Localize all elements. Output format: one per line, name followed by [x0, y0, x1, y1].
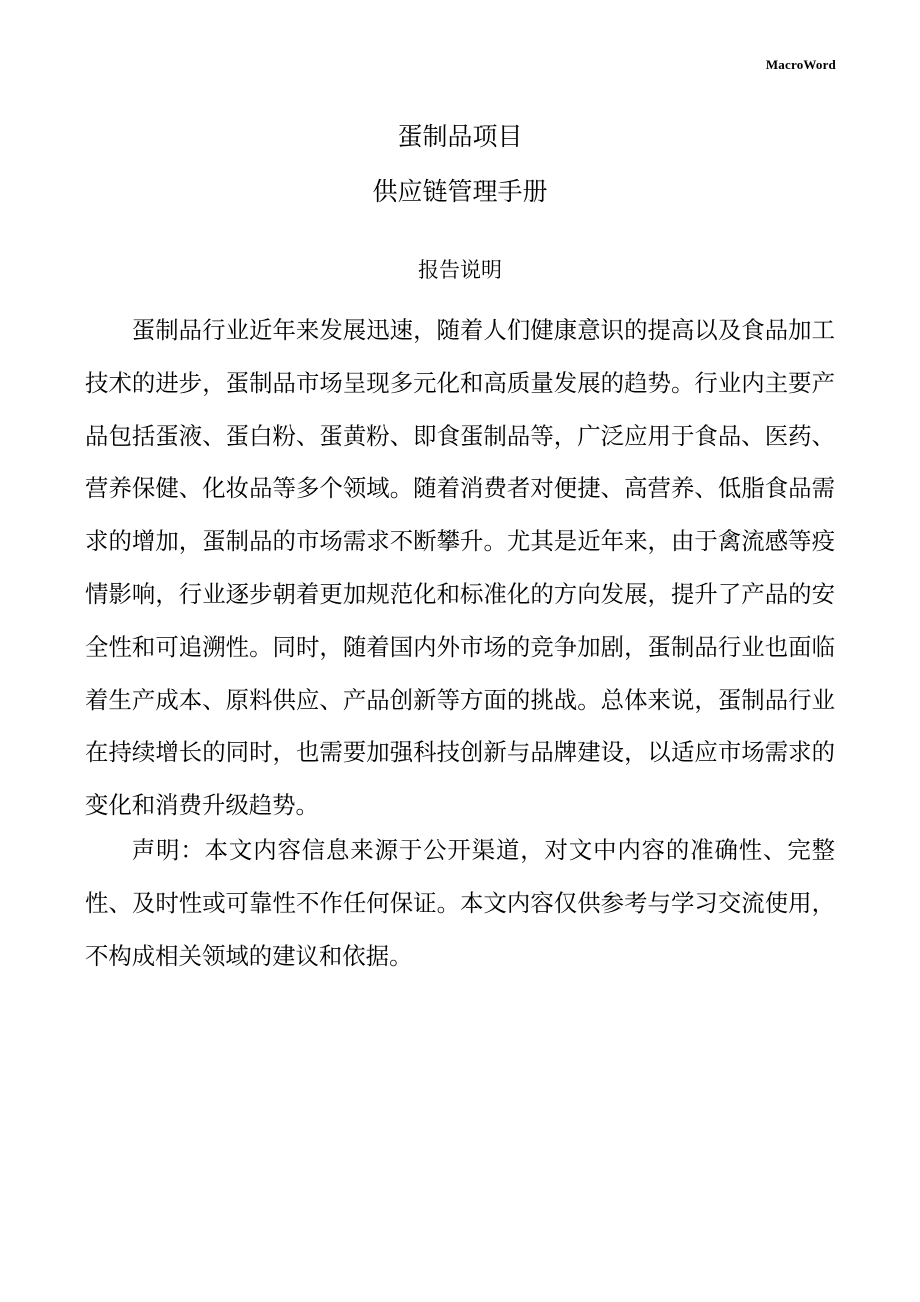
main-paragraph: 蛋制品行业近年来发展迅速，随着人们健康意识的提高以及食品加工技术的进步，蛋制品市场呈现多元化和高质量发展的趋势。行业内主要产品包括蛋液、蛋白粉、蛋黄粉、即食蛋制品等，广泛应用于食品、医药、营养保健、化妆品等多个领域。随着消费者对便捷、高营养、低脂食品需求的增加，蛋制品的市场需求不断攀升。尤其是近年来，由于禽流感等疫情影响，行业逐步朝着更加规范化和标准化的方向发展，提升了产品的安全性和可追溯性。同时，随着国内外市场的竞争加剧，蛋制品行业也面临着生产成本、原料供应、产品创新等方面的挑战。总体来说，蛋制品行业在持续增长的同时，也需要加强科技创新与品牌建设，以适应市场需求的变化和消费升级趋势。 [85, 316, 835, 820]
disclaimer-paragraph: 声明：本文内容信息来源于公开渠道，对文中内容的准确性、完整性、及时性或可靠性不作任何保证。本文内容仅供参考与学习交流使用，不构成相关领域的建议和依据。 [85, 836, 835, 970]
section-heading: 报告说明 [418, 258, 502, 282]
disclaimer-text [85, 824, 835, 982]
body-text [85, 304, 835, 832]
document-title-line2: 供应链管理手册 [372, 177, 548, 206]
document-title-line1: 蛋制品项目 [397, 122, 523, 151]
header-brand: MacroWord [765, 57, 836, 72]
